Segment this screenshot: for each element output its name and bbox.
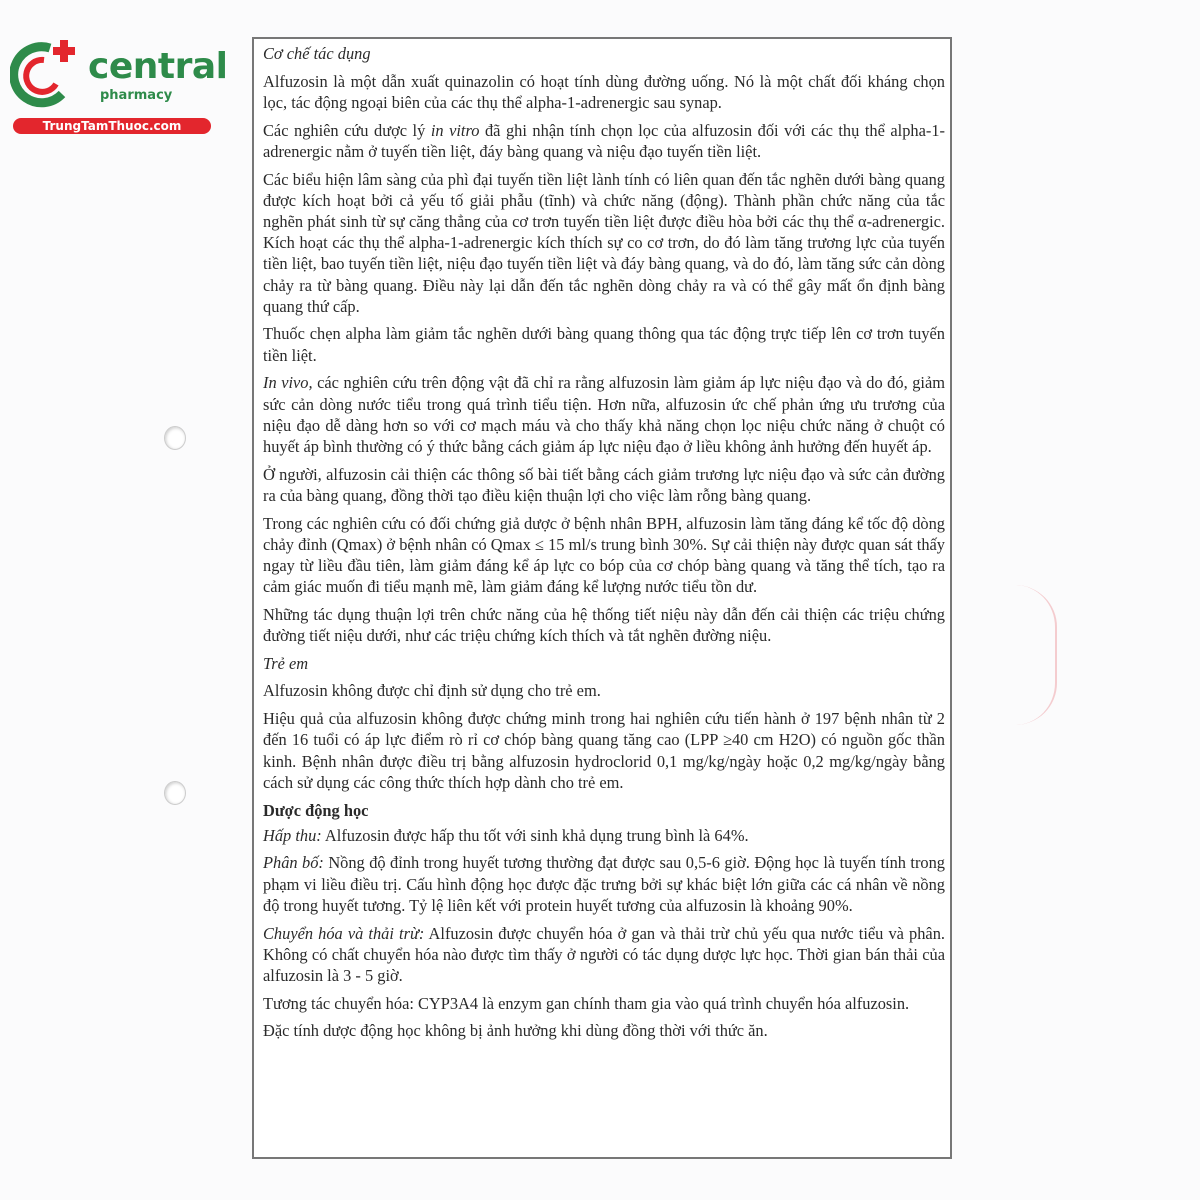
- italic-lead: Chuyển hóa và thải trừ:: [263, 923, 425, 943]
- document-content: [263, 43, 945, 1048]
- logo-brand: central: [88, 46, 228, 87]
- paragraph: [263, 708, 945, 793]
- punch-hole: [164, 781, 186, 805]
- paragraph-text: các nghiên cứu trên động vật đã chỉ ra rằng alfuzosin làm giảm áp lực niệu đạo và do đó, giảm sức cản dòng nước tiểu trong quá trình tiểu tiện. Hơn nữa, alfuzosin ức chế phản ứng ưu trương của niệu đạo dễ dàng hơn so với cơ mạch máu và cho thấy khả năng chọn lọc niệu chức năng ở chuột có huyết áp bình thường có ý thức bằng cách giảm áp lực niệu đạo ở liều không ảnh hưởng đến huyết áp.: [263, 373, 945, 456]
- central-pharmacy-logo: [10, 38, 228, 138]
- paragraph-text: Các biểu hiện lâm sàng của phì đại tuyến tiền liệt lành tính có liên quan đến tắc nghẽn dưới bàng quang được kích hoạt bởi cả yếu tố giải phẫu (tĩnh) và chức năng (động). Thành phần chức năng của tắc nghẽn phát sinh từ sự căng thẳng của cơ trơn tuyến tiền liệt được điều hòa bởi các thụ thể α-adrenergic. Kích hoạt các thụ thể alpha-1-adrenergic kích thích sự co cơ trơn, do đó làm tăng trương lực của tuyến tiền liệt, bao tuyến tiền liệt, niệu đạo tuyến tiền liệt và đáy bàng quang, và do đó, làm tăng sức cản dòng chảy ra từ bàng quang. Điều này lại dẫn đến tắc nghẽn dòng chảy ra và có thể gây mất ổn định bàng quang thứ cấp.: [263, 169, 945, 316]
- paragraph-text: Nồng độ đỉnh trong huyết tương thường đạt được sau 0,5-6 giờ. Động học là tuyến tính trong phạm vi liều điều trị. Cấu hình động học được đặc trưng bởi sự khác biệt lớn giữa các cá nhân về nồng độ trong huyết tương. Tỷ lệ liên kết với protein huyết tương của alfuzosin là khoảng 90%.: [263, 853, 945, 915]
- paragraph: [263, 923, 945, 987]
- paragraph-text: Ở người, alfuzosin cải thiện các thông số bài tiết bằng cách giảm trương lực niệu đạo và sức cản đường ra của bàng quang, đồng thời tạo điều kiện thuận lợi cho việc làm rỗng bàng quang.: [263, 464, 945, 505]
- paragraph: [263, 323, 945, 365]
- paragraph-text: Hiệu quả của alfuzosin không được chứng minh trong hai nghiên cứu tiến hành ở 197 bệnh nhân từ 2 đến 16 tuổi có áp lực điểm rò rỉ cơ chóp bàng quang tăng cao (LPP ≥40 cm H2O) có nguồn gốc thần kinh. Bệnh nhân được điều trị bằng alfuzosin hydroclorid 0,1 mg/kg/ngày hoặc 0,2 mg/kg/ngày bằng cách sử dụng các công thức thích hợp dành cho trẻ em.: [263, 709, 945, 792]
- paragraph: [263, 71, 945, 113]
- paragraph-text: Alfuzosin được hấp thu tốt với sinh khả dụng trung bình là 64%.: [321, 825, 749, 845]
- heading-text: Dược động học: [263, 800, 369, 820]
- subheading-text: Trẻ em: [263, 653, 309, 673]
- paragraph: [263, 680, 945, 701]
- subheading-text: Cơ chế tác dụng: [263, 44, 371, 63]
- paragraph-text: Những tác dụng thuận lợi trên chức năng của hệ thống tiết niệu này dẫn đến cải thiện các triệu chứng đường tiết niệu dưới, như các triệu chứng kích thích và tắt nghẽn đường niệu.: [263, 604, 945, 646]
- paragraph: [263, 372, 945, 457]
- paragraph: [263, 169, 945, 317]
- paragraph-text: đã ghi nhận tính chọn lọc của alfuzosin đối với các thụ thể alpha-1-adrenergic nằm ở tuyến tiền liệt, đáy bàng quang và niệu đạo tuyến tiền liệt.: [263, 120, 945, 161]
- subsection-heading: [263, 43, 945, 64]
- paragraph: [263, 993, 945, 1014]
- paragraph-text: Các nghiên cứu dược lý: [263, 120, 431, 140]
- paragraph: [263, 120, 945, 162]
- paragraph: [263, 825, 945, 846]
- italic-lead: Hấp thu:: [263, 825, 322, 845]
- paragraph: [263, 1020, 945, 1041]
- paragraph-text: Alfuzosin là một dẫn xuất quinazolin có hoạt tính dùng đường uống. Nó là một chất đối kháng chọn lọc, tác động ngoại biên của các thụ thể alpha-1-adrenergic sau synap.: [263, 71, 945, 112]
- paragraph-text: Đặc tính dược động học không bị ảnh hưởng khi dùng đồng thời với thức ăn.: [263, 1021, 768, 1041]
- paragraph-text: Trong các nghiên cứu có đối chứng giả dược ở bệnh nhân BPH, alfuzosin làm tăng đáng kể tốc độ dòng chảy đỉnh (Qmax) ở bệnh nhân có Qmax ≤ 15 ml/s trung bình 30%. Sự cải thiện này được quan sát thấy ngay từ liều đầu tiên, làm giảm đáng kể áp lực co bóp của cơ chóp bàng quang và tăng thể tích, tạo ra cảm giác muốn đi tiểu mạnh mẽ, làm giảm đáng kể lượng nước tiểu tồn dư.: [263, 513, 945, 597]
- paragraph: [263, 513, 945, 598]
- paragraph-text: Tương tác chuyển hóa: CYP3A4 là enzym gan chính tham gia vào quá trình chuyển hóa alfuzosin.: [263, 993, 910, 1013]
- subsection-heading: [263, 653, 945, 674]
- logo-sub: pharmacy: [100, 88, 173, 103]
- paragraph: [263, 464, 945, 506]
- paragraph-text: Alfuzosin được chuyển hóa ở gan và thải trừ chủ yếu qua nước tiểu và phân. Không có chất chuyển hóa nào được tìm thấy ở người có tác dụng dược lực học. Thời gian bán thải của alfuzosin là 3 - 5 giờ.: [263, 923, 946, 985]
- paragraph: [263, 604, 945, 646]
- italic-lead: in vitro: [430, 120, 480, 140]
- italic-lead: Phân bố:: [263, 853, 324, 873]
- paragraph-text: Alfuzosin không được chỉ định sử dụng cho trẻ em.: [263, 681, 601, 701]
- paragraph: [263, 852, 945, 916]
- punch-hole: [164, 426, 186, 450]
- document-page: [252, 37, 952, 1159]
- section-heading: [263, 800, 945, 821]
- paragraph-text: Thuốc chẹn alpha làm giảm tắc nghẽn dưới bàng quang thông qua tác động trực tiếp lên cơ trơn tuyến tiền liệt.: [263, 324, 945, 365]
- italic-lead: In vivo,: [263, 373, 313, 393]
- logo-site: TrungTamThuoc.com: [13, 118, 211, 134]
- pharmacy-cross-icon: [10, 38, 82, 110]
- stamp-mark: [1015, 585, 1057, 725]
